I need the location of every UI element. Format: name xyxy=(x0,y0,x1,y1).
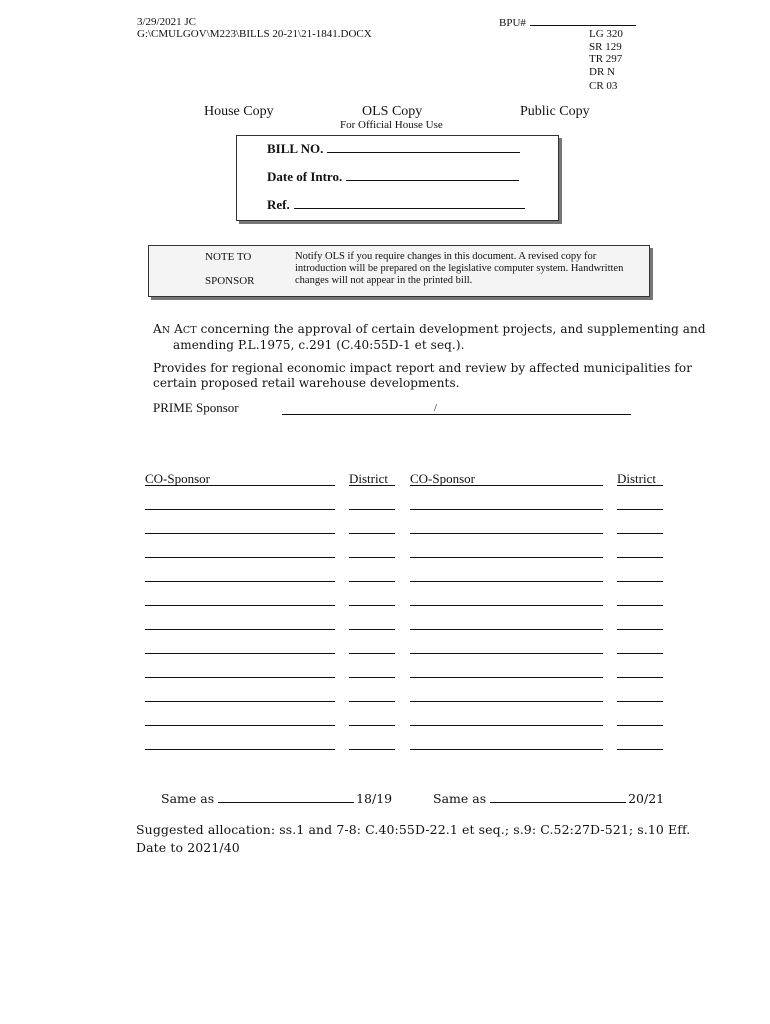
district-line[interactable] xyxy=(349,605,395,606)
house-copy-label: House Copy xyxy=(204,104,274,119)
district-line[interactable] xyxy=(617,749,663,750)
date-intro-field[interactable] xyxy=(346,170,519,181)
act-cap-a: A xyxy=(153,322,162,336)
ref-label: Ref. xyxy=(267,197,290,212)
prime-sponsor-field[interactable] xyxy=(282,413,631,415)
same-as-year-1: 18/19 xyxy=(356,791,393,806)
cosponsor-line[interactable] xyxy=(410,533,603,534)
cosponsor-line xyxy=(410,485,603,486)
bill-no-row xyxy=(267,141,520,157)
cosponsor-line[interactable] xyxy=(145,725,335,726)
act-sc-n: N xyxy=(161,325,171,336)
district-line[interactable] xyxy=(617,701,663,702)
same-as-field-2[interactable] xyxy=(490,792,626,803)
cosponsor-line[interactable] xyxy=(410,581,603,582)
cosponsor-line[interactable] xyxy=(410,701,603,702)
code-item: TR 297 xyxy=(589,53,623,65)
act-rest: concerning the approval of certain development projects, and supplementing and amending P.L.1975, c.291 (C.40:55D-1 et seq.). xyxy=(173,322,706,352)
cosponsor-line[interactable] xyxy=(410,749,603,750)
cosponsor-line[interactable] xyxy=(145,605,335,606)
district-line[interactable] xyxy=(617,677,663,678)
cosponsor-line[interactable] xyxy=(145,677,335,678)
file-path: G:\CMULGOV\M223\BILLS 20-21\21-1841.DOCX xyxy=(137,28,372,40)
suggested-allocation: Suggested allocation: ss.1 and 7-8: C.40:55D-22.1 et seq.; s.9: C.52:27D-521; s.10 Eff. Date to 2021/40 xyxy=(136,822,691,855)
district-header-2: District xyxy=(617,471,656,486)
district-line[interactable] xyxy=(617,629,663,630)
district-line[interactable] xyxy=(349,629,395,630)
district-line[interactable] xyxy=(349,581,395,582)
same-as-label-1: Same as xyxy=(161,791,215,806)
cosponsor-header-2: CO-Sponsor xyxy=(410,471,476,486)
ref-row xyxy=(267,197,525,213)
district-line[interactable] xyxy=(349,653,395,654)
district-line[interactable] xyxy=(349,533,395,534)
cosponsor-line[interactable] xyxy=(145,701,335,702)
district-line[interactable] xyxy=(349,677,395,678)
district-header-1: District xyxy=(349,471,388,486)
file-header xyxy=(137,16,372,40)
same-as-year-2: 20/21 xyxy=(628,791,665,806)
same-as-2 xyxy=(433,791,664,806)
cosponsor-line[interactable] xyxy=(410,605,603,606)
code-item: DR N xyxy=(589,65,615,78)
prime-sponsor-label: PRIME Sponsor xyxy=(153,400,239,415)
ols-copy-label: OLS Copy xyxy=(362,104,423,119)
cosponsor-line[interactable] xyxy=(410,629,603,630)
cosponsor-line[interactable] xyxy=(145,653,335,654)
cosponsor-line[interactable] xyxy=(410,509,603,510)
bill-info-box xyxy=(236,135,559,221)
cosponsor-line[interactable] xyxy=(145,557,335,558)
bpu-line[interactable] xyxy=(530,16,636,26)
public-copy-label: Public Copy xyxy=(520,104,590,119)
code-item: SR 129 xyxy=(589,40,622,53)
district-line[interactable] xyxy=(617,557,663,558)
act-sc-ct: CT xyxy=(182,325,197,336)
act-cap-a2: A xyxy=(174,322,183,336)
district-line[interactable] xyxy=(349,749,395,750)
cosponsor-line xyxy=(145,485,335,486)
note-to-sponsor-box xyxy=(148,245,650,297)
date-line: 3/29/2021 JC xyxy=(137,16,196,28)
cosponsor-line[interactable] xyxy=(145,533,335,534)
district-line[interactable] xyxy=(617,653,663,654)
district-line[interactable] xyxy=(349,725,395,726)
act-title xyxy=(153,322,713,353)
cosponsor-header-1: CO-Sponsor xyxy=(145,471,211,486)
code-item: LG 320 xyxy=(589,28,623,40)
district-line[interactable] xyxy=(349,557,395,558)
district-line xyxy=(349,485,395,486)
code-list xyxy=(589,28,623,93)
note-label-1: NOTE TO xyxy=(205,251,252,263)
prime-slash: / xyxy=(434,402,438,414)
date-intro-row xyxy=(267,169,519,185)
district-line[interactable] xyxy=(617,725,663,726)
cosponsor-line[interactable] xyxy=(410,653,603,654)
synopsis: Provides for regional economic impact report and review by affected municipalities for certain proposed retail warehouse developments. xyxy=(153,361,693,390)
cosponsor-line[interactable] xyxy=(410,677,603,678)
ref-field[interactable] xyxy=(294,198,525,209)
bill-no-label: BILL NO. xyxy=(267,141,324,156)
district-line[interactable] xyxy=(617,605,663,606)
note-label-2: SPONSOR xyxy=(205,275,255,287)
same-as-label-2: Same as xyxy=(433,791,487,806)
note-text: Notify OLS if you require changes in this document. A revised copy for introduction will be prepared on the legislative computer system. Handwritten changes will not appear in the printed bill. xyxy=(295,251,624,286)
cosponsor-line[interactable] xyxy=(145,509,335,510)
bill-no-field[interactable] xyxy=(327,142,520,153)
date-intro-label: Date of Intro. xyxy=(267,169,343,184)
official-use-label: For Official House Use xyxy=(340,119,443,131)
district-line[interactable] xyxy=(617,509,663,510)
cosponsor-line[interactable] xyxy=(410,557,603,558)
district-line xyxy=(617,485,663,486)
same-as-field-1[interactable] xyxy=(218,792,354,803)
district-line[interactable] xyxy=(617,581,663,582)
cosponsor-line[interactable] xyxy=(145,581,335,582)
district-line[interactable] xyxy=(617,533,663,534)
bpu-label: BPU# xyxy=(499,17,526,29)
code-item: CR 03 xyxy=(589,80,618,92)
same-as-1 xyxy=(161,791,392,806)
district-line[interactable] xyxy=(349,701,395,702)
district-line[interactable] xyxy=(349,509,395,510)
cosponsor-line[interactable] xyxy=(145,629,335,630)
cosponsor-line[interactable] xyxy=(145,749,335,750)
cosponsor-line[interactable] xyxy=(410,725,603,726)
